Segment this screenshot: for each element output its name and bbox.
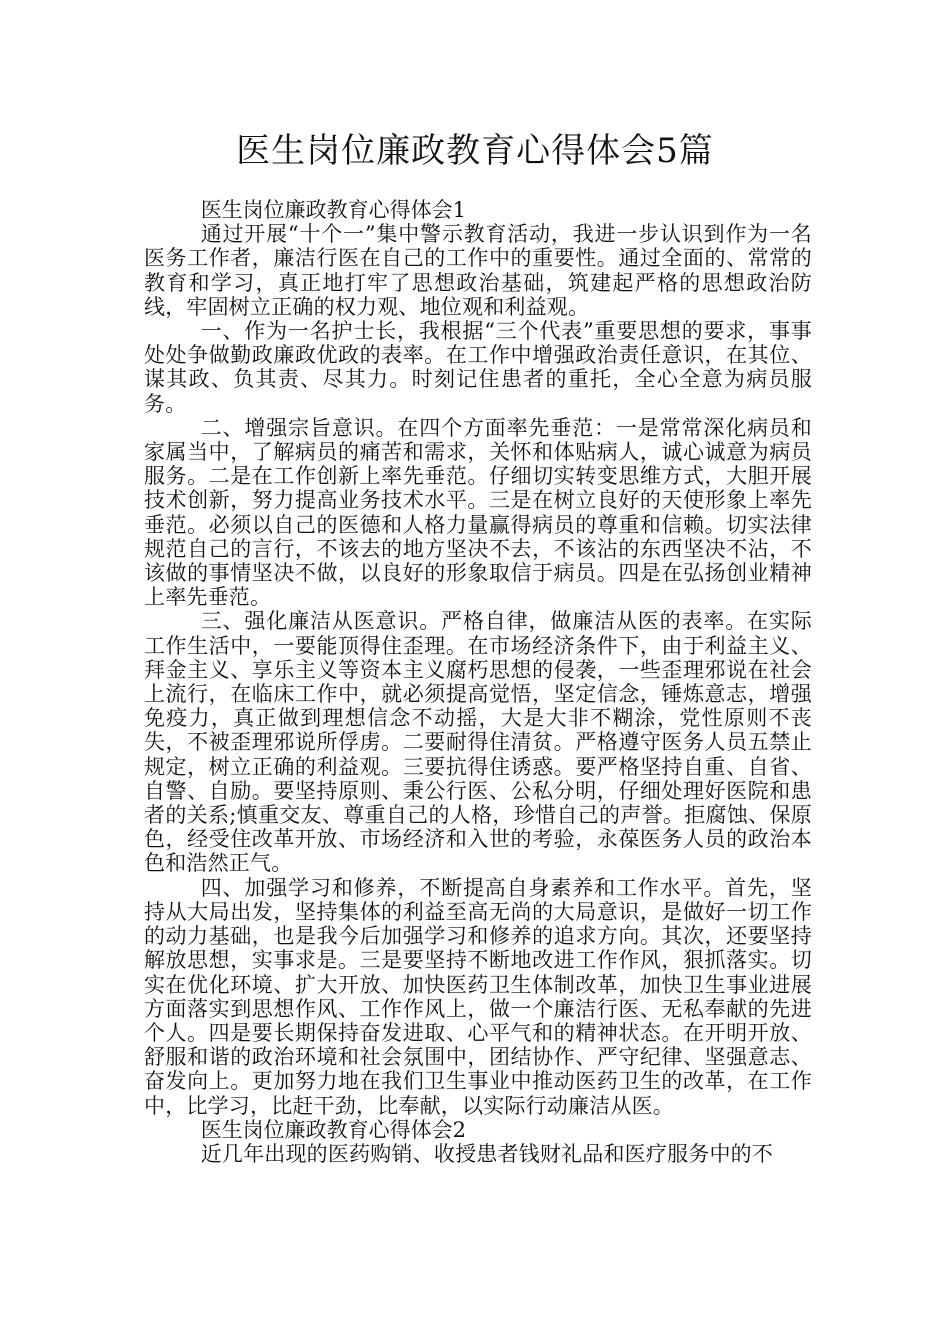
paragraph-intro: 通过开展“十个一”集中警示教育活动，我进一步认识到作为一名医务工作者，廉洁行医在自己的工作中的重要性。通过全面的、常常的教育和学习，真正地打牢了思想政治基础，筑建起严格的思想政治防线，牢固树立正确的权力观、地位观和利益观。 <box>144 222 812 319</box>
document-title: 医生岗位廉政教育心得体会5篇 <box>236 131 714 171</box>
paragraph-point-3: 三、强化廉洁从医意识。严格自律，做廉洁从医的表率。在实际工作生活中，一要能顶得住歪理。在市场经济条件下，由于利益主义、拜金主义、享乐主义等资本主义腐朽思想的侵袭，一些歪理邪说在社会上流行，在临床工作中，就必须提高觉悟，坚定信念，锤炼意志，增强免疫力，真正做到理想信念不动摇，大是大非不糊涂，党性原则不丧失，不被歪理邪说所俘虏。二要耐得住清贫。严格遵守医务人员五禁止规定，树立正确的利益观。三要抗得住诱惑。要严格坚持自重、自省、自警、自励。要坚持原则、秉公行医、公私分明，仔细处理好医院和患者的关系;慎重交友、尊重自己的人格，珍惜自己的声誉。拒腐蚀、保原色，经受住改革开放、市场经济和入世的考验，永葆医务人员的政治本色和浩然正气。 <box>144 609 812 876</box>
section-heading-2: 医生岗位廉政教育心得体会2 <box>200 1117 467 1142</box>
paragraph-point-1: 一、作为一名护士长，我根据“三个代表”重要思想的要求，事事处处争做勤政廉政优政的表率。在工作中增强政治责任意识，在其位、谋其政、负其责、尽其力。时刻记住患者的重托，全心全意为病员服务。 <box>144 319 812 416</box>
paragraph-point-4: 四、加强学习和修养，不断提高自身素养和工作水平。首先，坚持从大局出发，坚持集体的利益至高无尚的大局意识，是做好一切工作的动力基础，也是我今后加强学习和修养的追求方向。其次，还要坚持解放思想，实事求是。三是要坚持不断地改进工作作风，狠抓落实。切实在优化环境、扩大开放、加快医药卫生体制改革，加快卫生事业进展方面落实到思想作风、工作作风上，做一个廉洁行医、无私奉献的先进个人。四是要长期保持奋发进取、心平气和的精神状态。在开明开放、舒服和谐的政治环境和社会氛围中，团结协作、严守纪律、坚强意志、奋发向上。更加努力地在我们卫生事业中推动医药卫生的改革，在工作中，比学习，比赶干劲，比奉献，以实际行动廉洁从医。 <box>144 875 812 1118</box>
paragraph-section2-start: 近几年出现的医药购销、收授患者钱财礼品和医疗服务中的不 <box>200 1141 774 1166</box>
section-heading-1: 医生岗位廉政教育心得体会1 <box>200 198 467 222</box>
paragraph-point-2: 二、增强宗旨意识。在四个方面率先垂范：一是常常深化病员和家属当中，了解病员的痛苦和需求，关怀和体贴病人，诚心诚意为病员服务。二是在工作创新上率先垂范。仔细切实转变思维方式，大胆开展技术创新，努力提高业务技术水平。三是在树立良好的天使形象上率先垂范。必须以自己的医德和人格力量赢得病员的尊重和信赖。切实法律规范自己的言行，不该去的地方坚决不去，不该沾的东西坚决不沾，不该做的事情坚决不做，以良好的形象取信于病员。四是在弘扬创业精神上率先垂范。 <box>144 415 812 610</box>
document-body <box>144 198 812 1166</box>
